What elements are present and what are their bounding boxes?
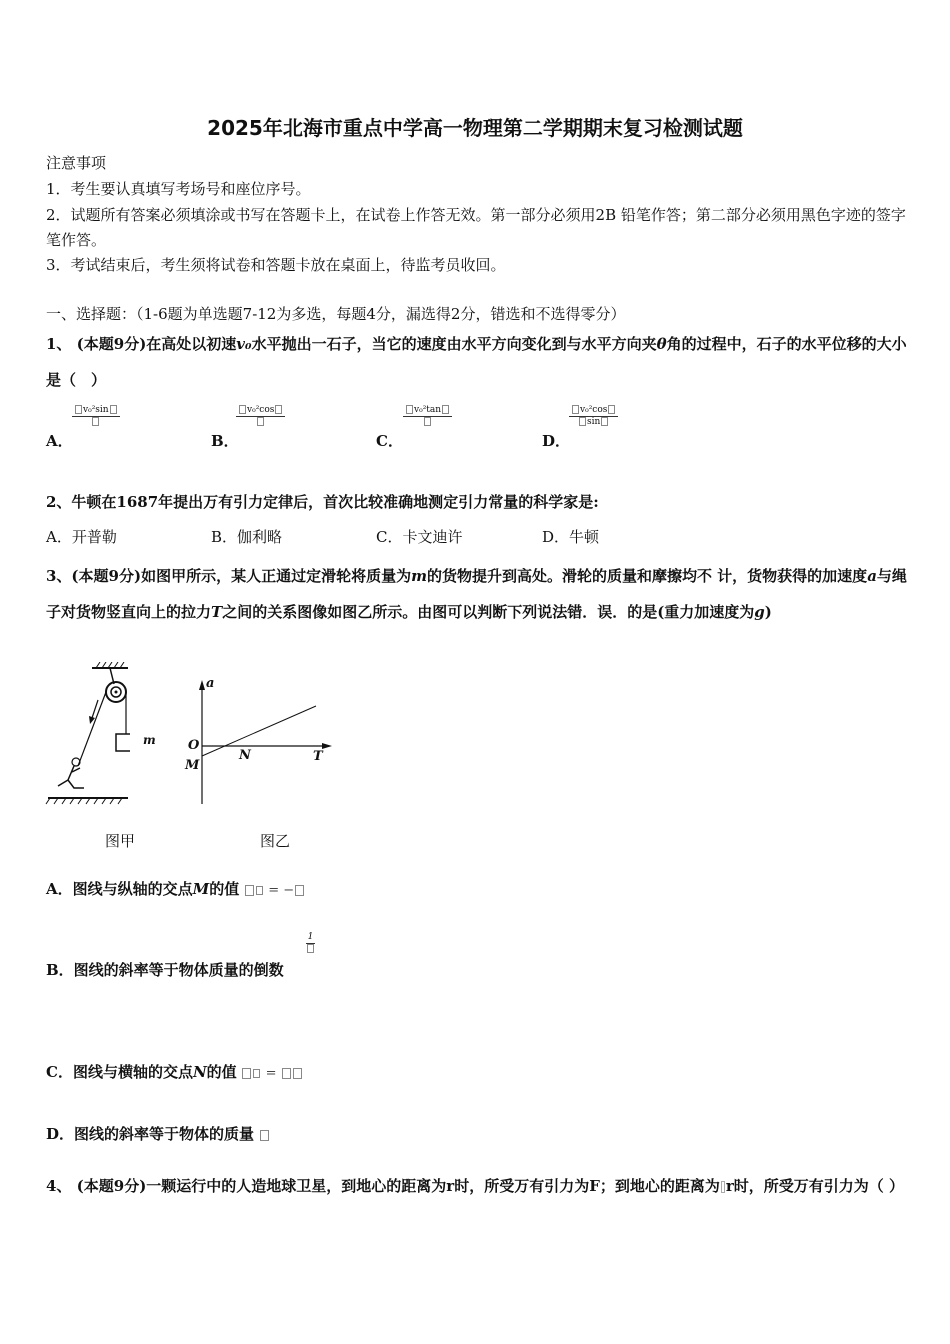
figure-jia-pulley-diagram bbox=[44, 662, 130, 806]
q2-option-b: B．伽利略 bbox=[211, 528, 283, 546]
question-2-stem: 2、牛顿在1687年提出万有引力定律后，首次比较准确地测定引力常量的科学家是: bbox=[46, 493, 599, 511]
notice-item-1: 1．考生要认真填写考场号和座位序号。 bbox=[46, 180, 311, 198]
q2-option-c: C．卡文迪许 bbox=[376, 528, 463, 546]
q1-option-b-label: B． bbox=[211, 432, 239, 450]
q1-option-a-formula: v₀²sin bbox=[72, 405, 120, 428]
q3-option-c: C．图线与横轴的交点N的值 = bbox=[46, 1061, 303, 1082]
q1-option-c-formula: v₀²tan bbox=[403, 405, 452, 428]
label-m: m bbox=[143, 733, 156, 747]
question-4-stem: 4、 (本题9分)一颗运行中的人造地球卫星，到地心的距离为r时，所受万有引力为F；到地心的距离为 r时，所受万有引力为（ ） bbox=[46, 1177, 904, 1195]
section-heading: 一、选择题：（1-6题为单选题7-12为多选，每题4分，漏选得2分，错选和不选得零分） bbox=[46, 305, 626, 323]
q1-option-c-label: C． bbox=[376, 432, 403, 450]
axis-label-a: a bbox=[206, 676, 215, 691]
question-3-stem: 3、(本题9分)如图甲所示，某人正通过定滑轮将质量为m的货物提升到高处。滑轮的质量和摩擦均不 计，货物获得的加速度a与绳子对货物竖直向上的拉力T之间的关系图像如图乙所示。由图可以判断下列说法错．误．的是(重力加速度为g) bbox=[46, 567, 907, 621]
q3-option-a: A．图线与纵轴的交点M的值 = − bbox=[46, 878, 305, 899]
origin-label-o: O bbox=[188, 738, 200, 753]
q3-option-d: D．图线的斜率等于物体的质量 bbox=[46, 1123, 270, 1144]
q3-option-b: B．图线的斜率等于物体质量的倒数 bbox=[46, 961, 284, 979]
point-label-n: N bbox=[239, 748, 251, 763]
q3-option-b-fraction: 1 bbox=[306, 932, 315, 955]
notice-heading: 注意事项 bbox=[46, 154, 107, 172]
axis-label-t: T bbox=[313, 749, 323, 764]
notice-item-3: 3．考试结束后，考生须将试卷和答题卡放在桌面上，待监考员收回。 bbox=[46, 256, 506, 274]
page-title: 2025年北海市重点中学高一物理第二学期期末复习检测试题 bbox=[207, 116, 743, 140]
caption-figure-yi: 图乙 bbox=[260, 832, 291, 850]
q2-option-a: A．开普勒 bbox=[46, 528, 117, 546]
point-label-m: M bbox=[185, 758, 200, 773]
question-1-stem: 1、 (本题9分)在高处以初速v₀水平抛出一石子，当它的速度由水平方向变化到与水平方向夹θ角的过程中，石子的水平位移的大小是（ ） bbox=[46, 335, 907, 389]
caption-figure-jia: 图甲 bbox=[105, 832, 136, 850]
q1-option-d-formula: $\frac{\text{v₀²cos}}{\sin}$ bbox=[569, 405, 618, 428]
notice-item-2: 2．试题所有答案必须填涂或书写在答题卡上，在试卷上作答无效。第一部分必须用2B 铅笔作答；第二部分必须用黑色字迹的签字笔作答。 bbox=[46, 206, 906, 249]
q2-option-d: D．牛顿 bbox=[542, 528, 600, 546]
figure-yi-graph bbox=[180, 676, 340, 810]
q1-option-b-formula: v₀²cos bbox=[236, 405, 285, 428]
q1-option-a-label: A． bbox=[46, 432, 73, 450]
q1-option-d-label: D． bbox=[542, 432, 571, 450]
